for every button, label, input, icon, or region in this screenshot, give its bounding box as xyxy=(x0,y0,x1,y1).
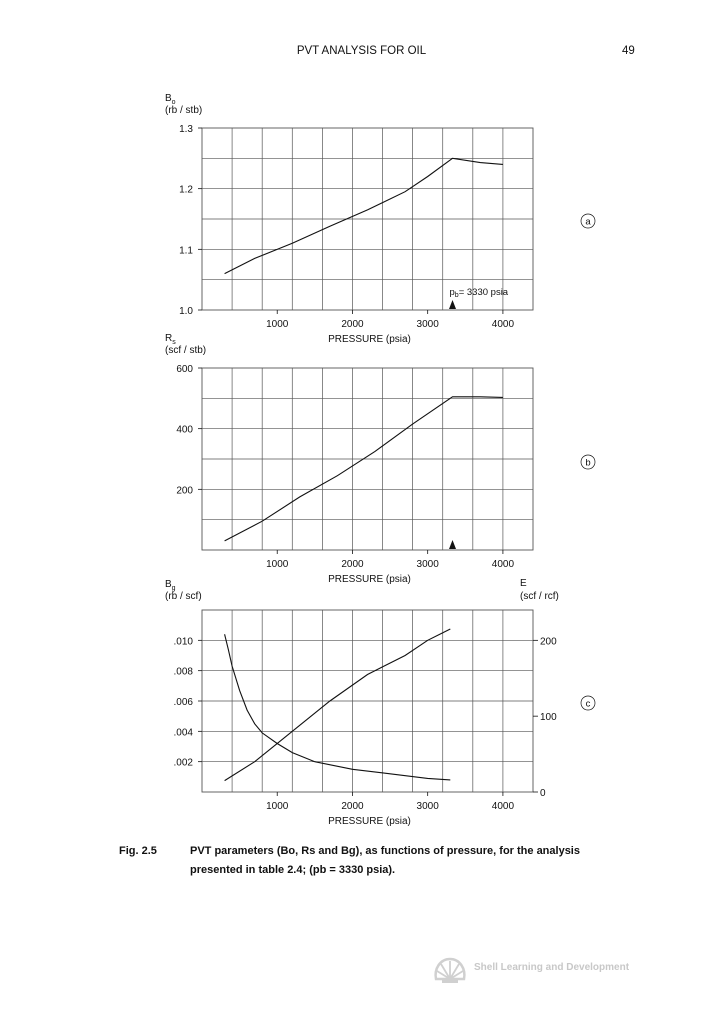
right-tick-label: 200 xyxy=(540,636,557,648)
right-tick-label: 0 xyxy=(540,788,546,799)
y-tick-label: 600 xyxy=(176,364,193,375)
x-tick-label: 2000 xyxy=(341,801,364,812)
x-tick-label: 4000 xyxy=(491,319,515,330)
y-tick-label: 200 xyxy=(176,485,193,497)
panel-label: a xyxy=(585,216,591,228)
chart-panel-b xyxy=(165,345,595,585)
caption-label: Fig. 2.5 xyxy=(119,845,157,857)
series-line-e xyxy=(225,629,451,781)
y-tick-label: .008 xyxy=(173,666,193,678)
x-axis-title: PRESSURE (psia) xyxy=(328,574,411,585)
y-axis-units: (rb / scf) xyxy=(165,591,202,602)
brand-text: Shell Learning and Development xyxy=(474,962,630,973)
y-tick-label: .010 xyxy=(173,636,193,648)
bubble-point-marker xyxy=(449,300,456,309)
y-tick-label: .002 xyxy=(173,757,193,769)
x-axis-title: PRESSURE (psia) xyxy=(328,816,411,827)
right-axis-units: (scf / rcf) xyxy=(520,591,559,602)
y-axis-title: $R_s$ xyxy=(165,333,176,346)
right-axis-title: E xyxy=(520,578,527,589)
y-tick-label: 400 xyxy=(176,424,193,436)
bubble-point-marker xyxy=(449,540,456,549)
series-line-bo xyxy=(225,158,503,273)
x-axis-title: PRESSURE (psia) xyxy=(328,334,411,345)
series-line-rs xyxy=(225,397,503,541)
x-tick-label: 4000 xyxy=(491,559,515,570)
chart-panel-c xyxy=(165,578,595,827)
x-tick-label: 3000 xyxy=(416,801,439,812)
y-tick-label: 1.0 xyxy=(179,306,193,317)
x-tick-label: 2000 xyxy=(341,319,364,330)
caption-text: PVT parameters (Bo, Rs and Bg), as functions of pressure, for the analysis presented in table 2.4; (pb = 3330 psia). xyxy=(190,845,580,876)
y-tick-label: 1.1 xyxy=(179,245,193,257)
y-axis-title: $B_o$ xyxy=(165,93,176,106)
bubble-point-label: $p_b= 3330$ psia xyxy=(449,287,509,299)
y-tick-label: .004 xyxy=(173,727,193,739)
x-tick-label: 1000 xyxy=(266,559,289,570)
x-tick-label: 1000 xyxy=(266,319,289,330)
x-tick-label: 1000 xyxy=(266,801,289,812)
x-tick-label: 3000 xyxy=(416,559,439,570)
y-axis-units: (rb / stb) xyxy=(165,105,203,116)
y-tick-label: .006 xyxy=(173,697,193,708)
shell-logo-icon xyxy=(432,955,468,985)
panel-label: c xyxy=(585,698,591,710)
page-header-title: PVT ANALYSIS FOR OIL xyxy=(296,45,427,57)
x-tick-label: 3000 xyxy=(416,319,439,330)
y-axis-title: $B_g$ xyxy=(165,579,176,592)
x-tick-label: 2000 xyxy=(341,559,364,570)
panel-label: b xyxy=(585,457,591,469)
chart-panel-a xyxy=(165,105,595,345)
y-tick-label: 1.3 xyxy=(179,124,193,135)
y-tick-label: 1.2 xyxy=(179,184,193,196)
footer-brand xyxy=(432,955,642,985)
x-tick-label: 4000 xyxy=(491,801,515,812)
right-tick-label: 100 xyxy=(540,712,557,724)
y-axis-units: (scf / stb) xyxy=(165,345,207,356)
page-number: 49 xyxy=(622,45,635,57)
